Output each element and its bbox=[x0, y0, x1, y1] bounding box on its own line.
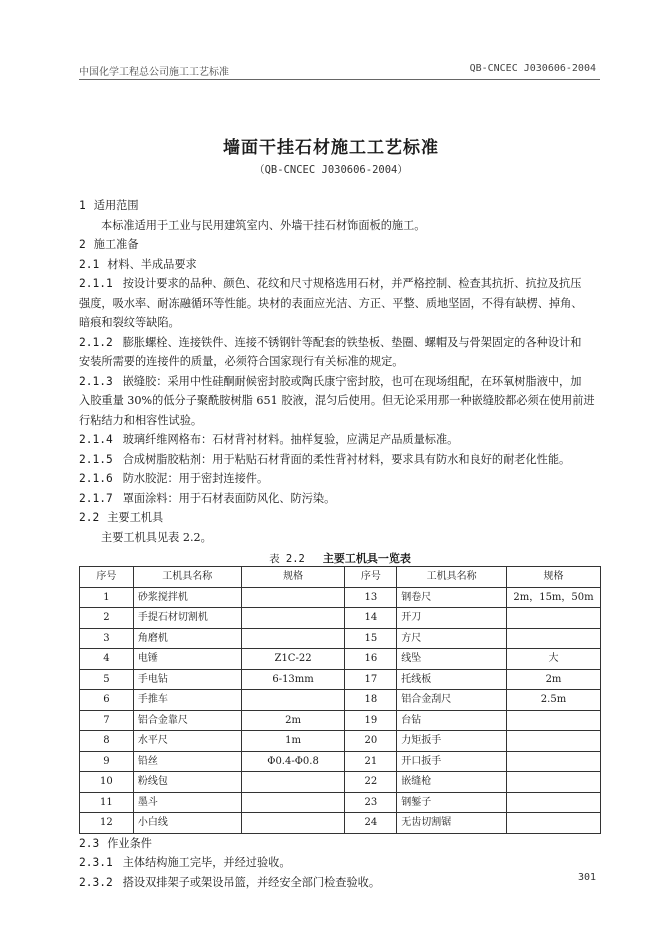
section-1-text: 本标准适用于工业与民用建筑室内、外墙干挂石材饰面板的施工。 bbox=[101, 218, 426, 232]
table-cell: 手电钻 bbox=[133, 669, 241, 690]
section-2-heading: 2 施工准备 bbox=[79, 238, 139, 251]
table-row bbox=[80, 772, 601, 793]
table-cell bbox=[241, 587, 345, 608]
section-1-heading: 1 适用范围 bbox=[79, 199, 139, 212]
table-cell: 钢錾子 bbox=[397, 792, 507, 813]
table-title: 主要工机具一览表 bbox=[322, 552, 411, 565]
table-row bbox=[80, 751, 601, 772]
table-cell: 电锤 bbox=[133, 649, 241, 670]
table-cell: 8 bbox=[80, 731, 134, 752]
table-cell bbox=[241, 608, 345, 629]
table-cell: 大 bbox=[506, 649, 600, 670]
table-row bbox=[80, 608, 601, 629]
clause-2-1-6: 2.1.6 防水胶泥：用于密封连接件。 bbox=[79, 472, 269, 485]
table-caption bbox=[79, 549, 601, 566]
table-cell: 方尺 bbox=[397, 628, 507, 649]
table-cell: 9 bbox=[80, 751, 134, 772]
table-cell bbox=[241, 690, 345, 711]
table-cell: Z1C-22 bbox=[241, 649, 345, 670]
table-cell: 2 bbox=[80, 608, 134, 629]
table-cell: 1 bbox=[80, 587, 134, 608]
document-body bbox=[79, 196, 601, 892]
clause-2-1-7: 2.1.7 罩面涂料：用于石材表面防风化、防污染。 bbox=[79, 491, 336, 505]
col-header-name: 工机具名称 bbox=[397, 567, 507, 588]
table-cell: 7 bbox=[80, 710, 134, 731]
table-cell: 11 bbox=[80, 792, 134, 813]
clause-2-1-5: 2.1.5 合成树脂胶粘剂：用于粘贴石材背面的柔性背衬材料，要求具有防水和良好的耐老化性能。 bbox=[79, 452, 571, 466]
table-cell bbox=[506, 792, 600, 813]
table-cell: 2m，15m，50m bbox=[506, 587, 600, 608]
table-cell: 1m bbox=[241, 731, 345, 752]
table-cell: 18 bbox=[345, 690, 397, 711]
col-header-no: 序号 bbox=[345, 567, 397, 588]
tools-table bbox=[79, 566, 601, 834]
clause-2-1-1: 2.1.1 按设计要求的品种、颜色、花纹和尺寸规格选用石材，并严格控制、检查其抗折、抗拉及抗压 强度，吸水率、耐冻融循环等性能。块材的表面应光洁、方正、平整、质地坚固，不得有缺楞、掉角、 暗痕和裂纹等缺陷。 bbox=[79, 277, 583, 329]
table-cell: 3 bbox=[80, 628, 134, 649]
table-cell: 开刀 bbox=[397, 608, 507, 629]
table-cell: 2.5m bbox=[506, 690, 600, 711]
table-cell bbox=[241, 813, 345, 834]
col-header-spec: 规格 bbox=[241, 567, 345, 588]
table-cell: 角磨机 bbox=[133, 628, 241, 649]
table-cell: 24 bbox=[345, 813, 397, 834]
table-header-row bbox=[80, 567, 601, 588]
table-cell: 铅丝 bbox=[133, 751, 241, 772]
clause-2-1-3: 2.1.3 嵌缝胶：采用中性硅酮耐候密封胶或陶氏康宁密封胶，也可在现场组配，在环氧树脂液中，加 入胶重量 30%的低分子聚酰胺树脂 651 胶液，混匀后使用。但无论采用那一种嵌缝胶都必须在使用前进 行粘结力和相容性试验。 bbox=[79, 374, 595, 427]
section-2-3-heading: 2.3 作业条件 bbox=[79, 836, 152, 850]
table-cell bbox=[241, 792, 345, 813]
table-cell: 21 bbox=[345, 751, 397, 772]
running-header-left: 中国化学工程总公司施工工艺标准 bbox=[79, 67, 229, 78]
table-cell: 10 bbox=[80, 772, 134, 793]
table-cell bbox=[506, 813, 600, 834]
clause-2-1-4: 2.1.4 玻璃纤维网格布：石材背衬材料。抽样复验，应满足产品质量标准。 bbox=[79, 433, 459, 446]
table-cell: 19 bbox=[345, 710, 397, 731]
table-cell bbox=[506, 628, 600, 649]
table-cell: 手推车 bbox=[133, 690, 241, 711]
header-rule bbox=[79, 79, 600, 80]
clause-2-3-2: 2.3.2 搭设双排架子或架设吊篮，并经安全部门检查验收。 bbox=[79, 875, 381, 889]
table-row bbox=[80, 792, 601, 813]
section-2-2-text: 主要工机具见表 2.2。 bbox=[101, 530, 212, 544]
table-cell: 13 bbox=[345, 587, 397, 608]
col-header-spec: 规格 bbox=[506, 567, 600, 588]
table-cell: 粉线包 bbox=[133, 772, 241, 793]
table-cell: 铝合金靠尺 bbox=[133, 710, 241, 731]
table-cell: 钢卷尺 bbox=[397, 587, 507, 608]
table-cell: 22 bbox=[345, 772, 397, 793]
table-cell: 12 bbox=[80, 813, 134, 834]
table-number: 表 2.2 bbox=[269, 553, 305, 565]
clause-2-1-2: 2.1.2 膨胀螺栓、连接铁件、连接不锈钢针等配套的铁垫板、垫圈、螺帽及与骨架固定的各种设计和 安装所需要的连接件的质量，必须符合国家现行有关标准的规定。 bbox=[79, 335, 582, 368]
table-cell bbox=[506, 751, 600, 772]
table-cell: 23 bbox=[345, 792, 397, 813]
table-cell: 5 bbox=[80, 669, 134, 690]
table-cell: 16 bbox=[345, 649, 397, 670]
table-cell: 墨斗 bbox=[133, 792, 241, 813]
table-cell: 台钻 bbox=[397, 710, 507, 731]
table-cell bbox=[241, 772, 345, 793]
table-cell: 托线板 bbox=[397, 669, 507, 690]
table-cell: 14 bbox=[345, 608, 397, 629]
table-cell: 4 bbox=[80, 649, 134, 670]
table-cell bbox=[241, 628, 345, 649]
table-cell bbox=[506, 608, 600, 629]
table-cell: 15 bbox=[345, 628, 397, 649]
col-header-name: 工机具名称 bbox=[133, 567, 241, 588]
running-header-right: QB-CNCEC J030606-2004 bbox=[469, 63, 596, 74]
table-cell: 线坠 bbox=[397, 649, 507, 670]
table-row bbox=[80, 587, 601, 608]
table-row bbox=[80, 628, 601, 649]
table-cell: 小白线 bbox=[133, 813, 241, 834]
table-cell: 力矩扳手 bbox=[397, 731, 507, 752]
table-cell: 6-13mm bbox=[241, 669, 345, 690]
table-row bbox=[80, 649, 601, 670]
table-row bbox=[80, 690, 601, 711]
section-2-2-heading: 2.2 主要工机具 bbox=[79, 511, 164, 524]
clause-2-3-1: 2.3.1 主体结构施工完毕，并经过验收。 bbox=[79, 856, 291, 869]
table-cell bbox=[506, 772, 600, 793]
table-cell: 手提石材切割机 bbox=[133, 608, 241, 629]
table-cell bbox=[506, 731, 600, 752]
table-row bbox=[80, 710, 601, 731]
table-cell: 20 bbox=[345, 731, 397, 752]
table-cell: 无齿切割锯 bbox=[397, 813, 507, 834]
table-row bbox=[80, 813, 601, 834]
document-code: （QB-CNCEC J030606-2004） bbox=[254, 164, 408, 176]
col-header-no: 序号 bbox=[80, 567, 134, 588]
table-cell: 2m bbox=[241, 710, 345, 731]
table-cell: 开口扳手 bbox=[397, 751, 507, 772]
table-cell: 水平尺 bbox=[133, 731, 241, 752]
table-cell bbox=[506, 710, 600, 731]
table-cell: 2m bbox=[506, 669, 600, 690]
page-number: 301 bbox=[577, 872, 596, 883]
table-row bbox=[80, 731, 601, 752]
table-cell: 砂浆搅拌机 bbox=[133, 587, 241, 608]
table-cell: 17 bbox=[345, 669, 397, 690]
table-cell: 6 bbox=[80, 690, 134, 711]
table-cell: 铝合金刮尺 bbox=[397, 690, 507, 711]
table-cell: Φ0.4-Φ0.8 bbox=[241, 751, 345, 772]
document-title: 墙面干挂石材施工工艺标准 bbox=[223, 138, 439, 158]
section-2-1-heading: 2.1 材料、半成品要求 bbox=[79, 257, 197, 271]
table-cell: 嵌缝枪 bbox=[397, 772, 507, 793]
table-row bbox=[80, 669, 601, 690]
